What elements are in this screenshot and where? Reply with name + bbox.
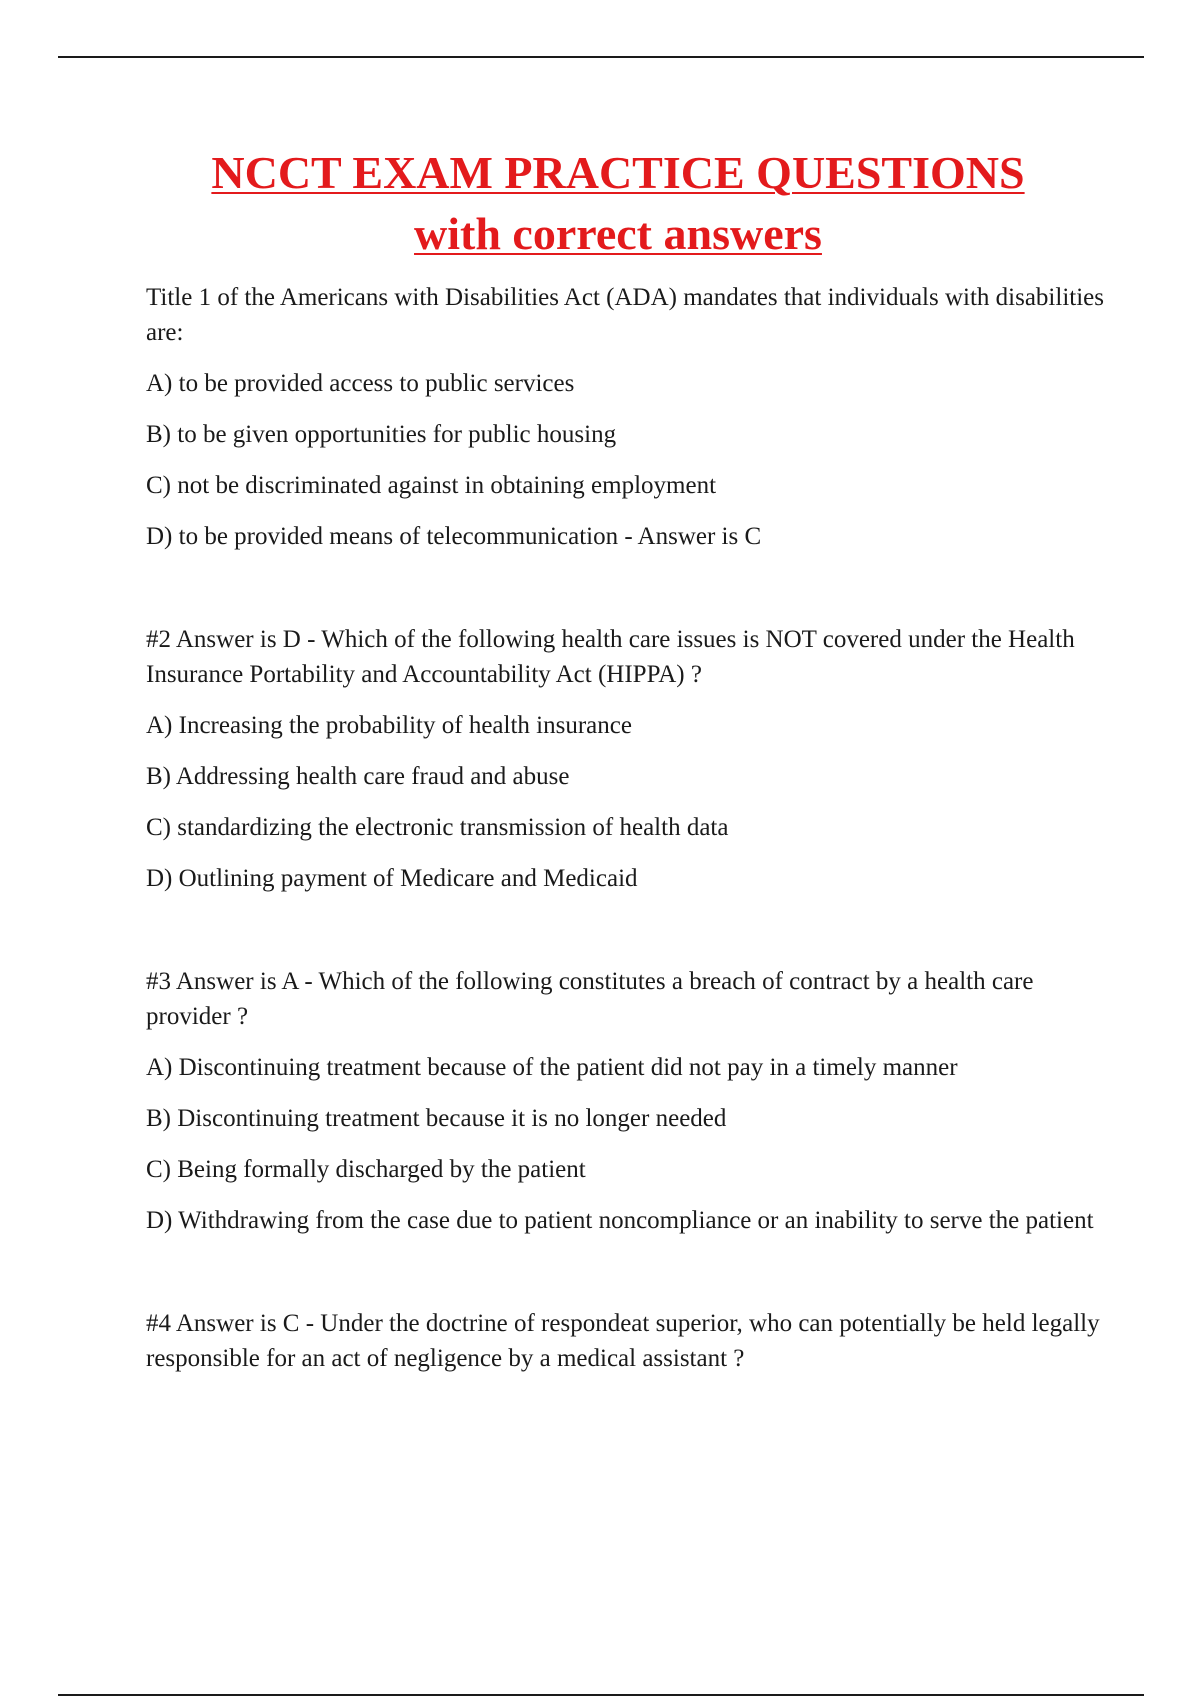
top-rule: [58, 56, 1144, 58]
answer-option-d: D) Withdrawing from the case due to patient noncompliance or an inability to serve the patient: [146, 1207, 1094, 1234]
document-title-line-2: with correct answers: [414, 208, 822, 259]
bottom-rule: [58, 1694, 1144, 1696]
document-title-line-1: NCCT EXAM PRACTICE QUESTIONS: [211, 147, 1025, 198]
question-block-1: [146, 280, 1106, 554]
block-spacer: [146, 1254, 1106, 1306]
block-spacer: [146, 912, 1106, 964]
question-block-2: [146, 622, 1106, 896]
question-text: #3 Answer is A - Which of the following constitutes a breach of contract by a health care provider ?: [146, 968, 1034, 1030]
question-text: #2 Answer is D - Which of the following health care issues is NOT covered under the Health Insurance Portability and Accountability Act (HIPPA) ?: [146, 626, 1075, 688]
answer-option-a: A) Discontinuing treatment because of the patient did not pay in a timely manner: [146, 1054, 958, 1081]
answer-option-c: C) Being formally discharged by the patient: [146, 1156, 586, 1183]
question-list: [146, 280, 1106, 1392]
question-block-3: [146, 964, 1106, 1238]
answer-option-b: B) Discontinuing treatment because it is no longer needed: [146, 1105, 727, 1132]
question-block-4: [146, 1306, 1106, 1376]
question-text: #4 Answer is C - Under the doctrine of respondeat superior, who can potentially be held legally responsible for an act of negligence by a medical assistant ?: [146, 1310, 1100, 1372]
answer-option-c: C) not be discriminated against in obtaining employment: [146, 472, 717, 499]
block-spacer: [146, 570, 1106, 622]
answer-option-c: C) standardizing the electronic transmission of health data: [146, 814, 729, 841]
question-text: Title 1 of the Americans with Disabilities Act (ADA) mandates that individuals with disabilities are:: [146, 284, 1104, 346]
answer-option-b: B) Addressing health care fraud and abuse: [146, 763, 570, 790]
answer-option-d: D) to be provided means of telecommunication - Answer is C: [146, 523, 762, 550]
answer-option-a: A) to be provided access to public services: [146, 370, 575, 397]
answer-option-d: D) Outlining payment of Medicare and Medicaid: [146, 865, 638, 892]
answer-option-a: A) Increasing the probability of health insurance: [146, 712, 632, 739]
answer-option-b: B) to be given opportunities for public housing: [146, 421, 617, 448]
